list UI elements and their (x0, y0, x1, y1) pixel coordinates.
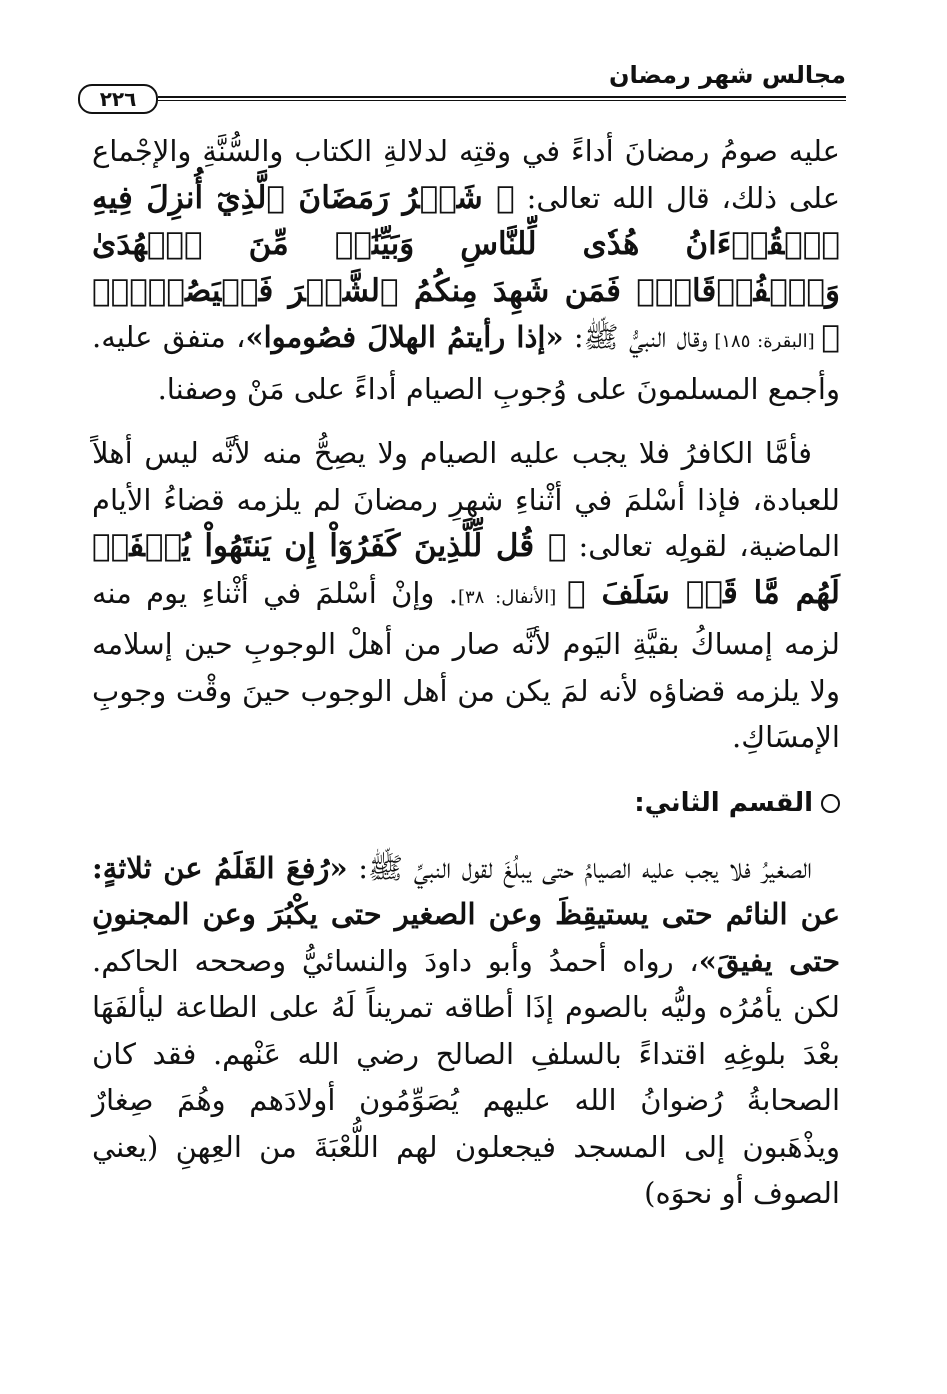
paragraph-child (92, 845, 840, 1217)
quran-verse: ﴿ شَهۡرُ رَمَضَانَ ٱلَّذِيٓ أُنزِلَ فِيهِ ٱلۡقُرۡءَانُ هُدٗى لِّلنَّاسِ وَبَيِّنَٰتٖ مِّنَ ٱلۡهُدَىٰ وَٱلۡفُرۡقَانِۚ فَمَن شَهِدَ مِنكُمُ ٱلشَّهۡرَ فَلۡيَصُمۡهُۖ ﴾ (92, 179, 841, 355)
paragraph-text: ، متفق عليه. وأجمع المسلمونَ على وُجوبِ الصيام أداءً على مَنْ وصفنا. (92, 320, 840, 406)
book-title: مجالس شهر رمضان (608, 61, 846, 89)
paragraph-text: عليه صومُ رمضانَ أداءً في وقتِه لدلالةِ الكتاب والسُّنَّةِ والإجْماع على ذلك، قال الله تعالى: (92, 134, 840, 215)
hadith-quote: «إذا رأيتمُ الهلالَ فصُوموا» (245, 320, 564, 354)
paragraph-text: . وإنْ أسْلمَ في أثْناءِ يوم منه لزمه إمساكُ بقيَّةِ اليَوم لأنَّه صار من أهلْ الوجوبِ حين إسلامه ولا يلزمه قضاؤه لأنه لمَ يكن من أهل الوجوب حينَ وقْت وجوبِ الإمسَاكِ. (92, 575, 840, 754)
quran-verse: ﴿ قُل لِّلَّذِينَ كَفَرُوٓاْ إِن يَنتَهُواْ يُغۡفَرۡ لَهُم مَّا قَدۡ سَلَفَ ﴾ (92, 528, 840, 611)
circle-bullet-icon (821, 794, 840, 813)
paragraph-disbeliever (92, 430, 840, 761)
running-header (78, 58, 846, 111)
paragraph-text: فأمَّا الكافرُ فلا يجب عليه الصيام ولا يصِحُّ منه لأنَّه ليس أهلاً للعبادة، فإذا أسْلمَ في أثْناءِ شهرِ رمضانَ لم يلزمه قضاءُ الأيام الماضية، لقولِه تعالى: (92, 436, 841, 563)
header-rule-thin (158, 100, 846, 101)
paragraph-obligation (92, 128, 840, 412)
header-rule (158, 96, 846, 98)
verse-reference: [البقرة: ١٨٥] (707, 331, 822, 352)
paragraph-text: الصغيرُ فلا يجب عليه الصيامُ حتى يبلُغَ لقول النبيِّ ﷺ: (347, 850, 812, 885)
section-heading (92, 783, 840, 823)
paragraph-text: وقال النبيُّ ﷺ: (563, 320, 708, 354)
section-heading-text: القسم الثاني: (634, 787, 813, 818)
hadith-quote: «رُفعَ القَلَمُ عن ثلاثةٍ: عن النائم حتى يستيقِظَ وعن الصغير حتى يكْبُرَ وعن المجنونِ حتى يفيقَ» (92, 850, 840, 978)
main-text (92, 128, 840, 1217)
paragraph-text: ، رواه أحمدُ وأبو داودَ والنسائيُّ وصححه الحاكم. لكن يأمُرُه وليُّه بالصوم إذَا أطاقه تمريناً لَهُ على الطاعة ليألفَهَا بعْدَ بلوغِهِ اقتداءً بالسلفِ الصالح رضي الله عَنْهم. فقد كان الصحابةُ رُضوانُ الله عليهم يُصَوِّمُون أولادَهم وهُمَ صِغارٌ ويذْهَبون إلى المسجد فيجعلون لهم اللُّعْبَةَ من العِهنِ (يعني الصوف أو نحوَه) (92, 943, 840, 1210)
verse-reference: [الأنفال: ٣٨] (457, 586, 568, 608)
page-number: ٢٢٦ (78, 84, 158, 114)
